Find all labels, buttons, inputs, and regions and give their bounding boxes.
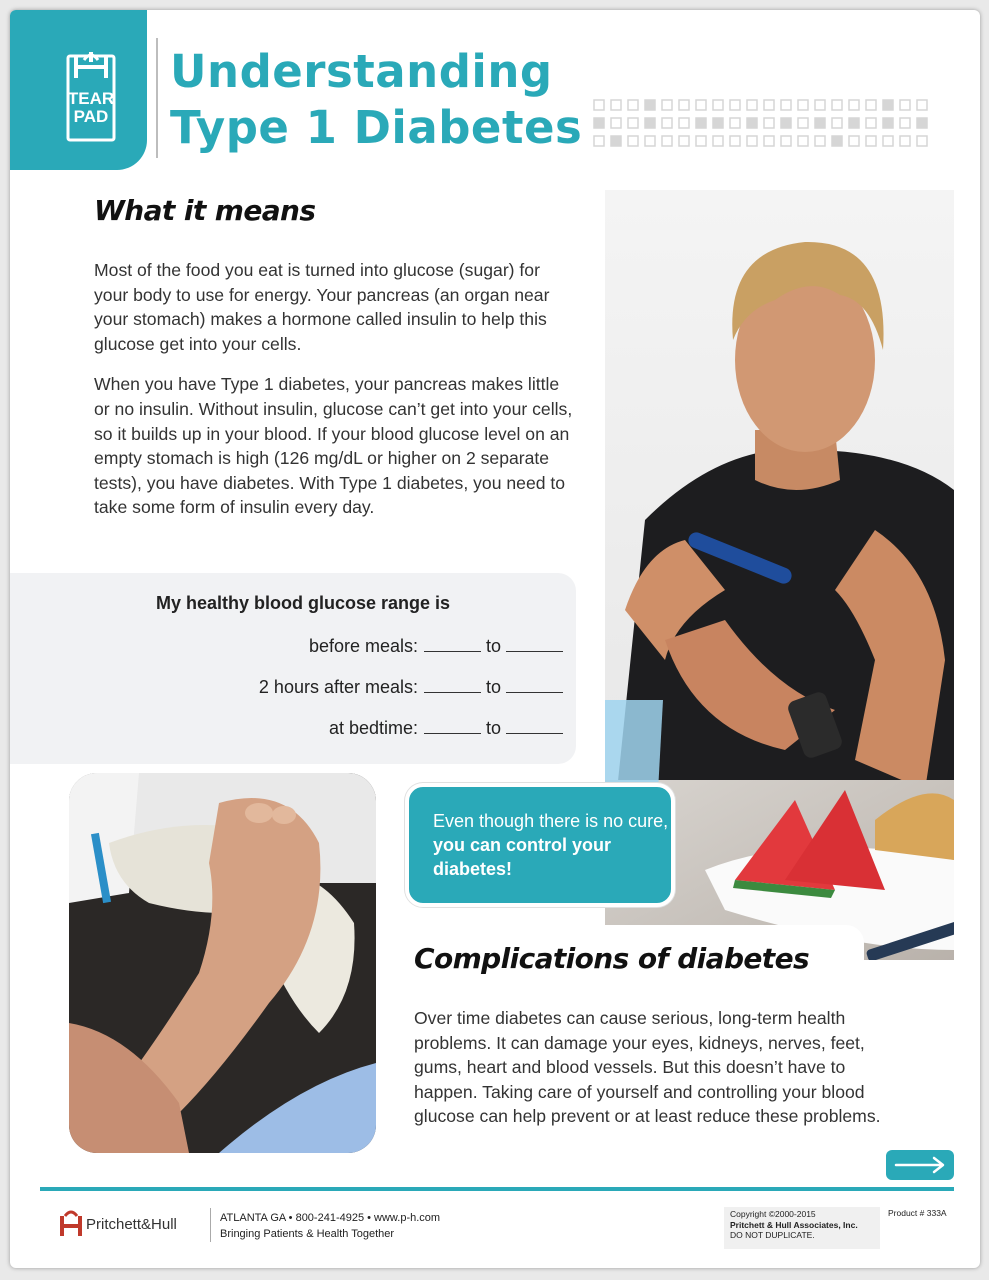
glucose-range-title: My healthy blood glucose range is <box>155 593 451 613</box>
range-blanks <box>424 677 576 698</box>
range-low-blank[interactable] <box>424 638 481 652</box>
brand-name: Pritchett&Hull <box>86 1215 177 1233</box>
range-low-blank[interactable] <box>424 679 481 693</box>
paragraph: Most of the food you eat is turned into glucose (sugar) for your body to use for energy. Your pancreas (an organ near your stomach) makes a hormone called insulin to help this glucose get into your cells. <box>94 260 550 354</box>
range-high-blank[interactable] <box>506 720 563 734</box>
range-blanks <box>424 636 576 657</box>
copyright-line: Copyright ©2000-2015 <box>730 1209 816 1219</box>
complications-body <box>414 1006 892 1145</box>
contact-line: ATLANTA GA • 800-241-4925 • www.p-h.com <box>220 1212 441 1224</box>
range-label: at bedtime: <box>328 718 418 738</box>
copyright-box <box>724 1207 880 1249</box>
callout-box <box>405 783 675 907</box>
arrow-right-icon <box>886 1150 954 1180</box>
next-page-button[interactable] <box>886 1150 954 1180</box>
range-label: 2 hours after meals: <box>258 677 418 697</box>
what-it-means-body <box>94 258 576 536</box>
paragraph: When you have Type 1 diabetes, your pancreas makes little or no insulin. Without insulin, glucose can’t get into your cells, so it builds up in your blood. If your blood glucose level on an empty stomach is high (126 mg/dL or higher on 2 separate tests), you have diabetes. With Type 1 diabetes, you need to take some form of insulin every day. <box>94 374 573 518</box>
title-line1: Understanding <box>170 45 553 98</box>
range-to-word: to <box>486 718 502 738</box>
range-row-after-meals <box>56 677 576 698</box>
range-to-word: to <box>486 636 502 656</box>
complications-heading: Complications of diabetes <box>414 942 810 975</box>
decorative-square-pattern <box>592 98 932 150</box>
range-low-blank[interactable] <box>424 720 481 734</box>
paragraph: Over time diabetes can cause serious, long-term health problems. It can damage your eyes, kidneys, nerves, feet, gums, heart and blood vessels. But this doesn’t have to happen. Taking care of yourself and controlling your blood glucose can help prevent or at least reduce these problems. <box>414 1008 881 1127</box>
footer-contact <box>220 1210 440 1242</box>
tear-pad-logo-text <box>62 90 120 126</box>
title-line2: Type 1 Diabetes <box>170 101 583 154</box>
footer-rule <box>40 1187 954 1191</box>
range-row-bedtime <box>56 718 576 739</box>
range-row-before-meals <box>56 636 576 657</box>
callout-text: Even though there is no cure, <box>433 811 669 831</box>
title-divider <box>156 38 158 158</box>
page-title <box>170 44 582 156</box>
pritchett-hull-logo-icon <box>58 1210 84 1238</box>
copyright-notice: DO NOT DUPLICATE. <box>730 1230 815 1240</box>
foot-exam-photo <box>69 773 376 1153</box>
copyright-company: Pritchett & Hull Associates, Inc. <box>730 1219 858 1230</box>
tagline: Bringing Patients & Health Together <box>220 1228 395 1240</box>
product-number: Product # 333A <box>888 1208 947 1218</box>
footer-divider <box>210 1208 211 1242</box>
range-high-blank[interactable] <box>506 638 563 652</box>
what-it-means-heading: What it means <box>94 194 316 227</box>
range-label: before meals: <box>308 636 418 656</box>
handout-page <box>10 10 980 1268</box>
callout-bold-text: you can control your diabetes! <box>433 835 612 879</box>
range-to-word: to <box>486 677 502 697</box>
range-blanks <box>424 718 576 739</box>
range-high-blank[interactable] <box>506 679 563 693</box>
logo-text-line1: TEAR <box>67 89 115 108</box>
logo-text-line2: PAD <box>73 107 109 126</box>
footer-brand <box>58 1210 177 1238</box>
